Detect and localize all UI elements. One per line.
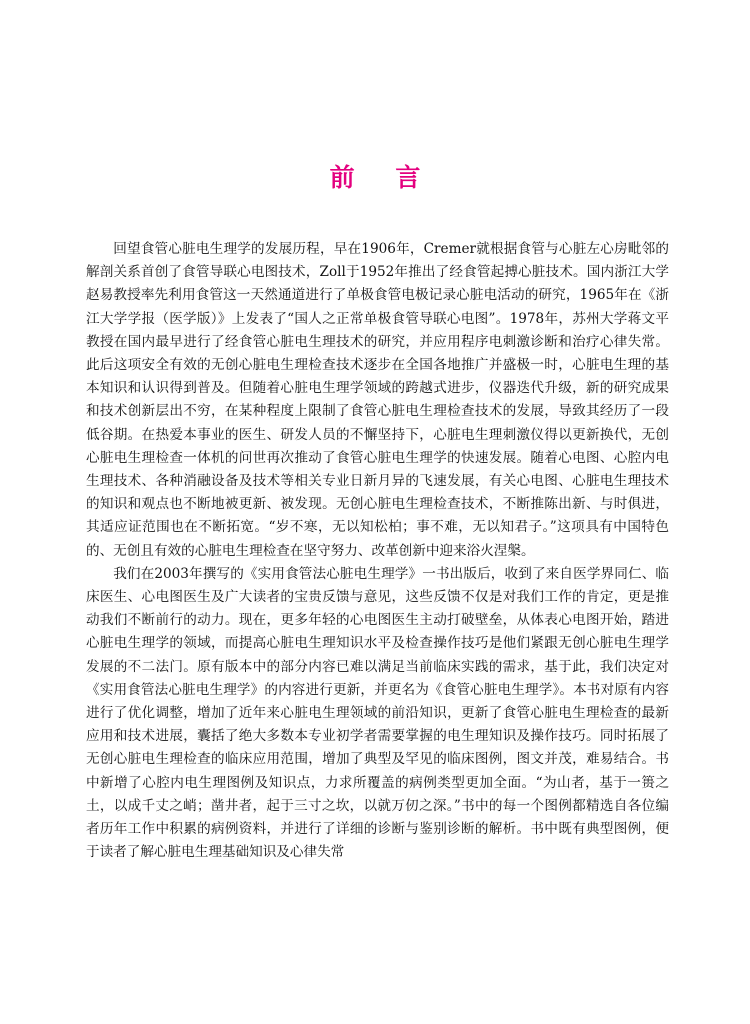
page-title: 前 言 (329, 162, 437, 192)
paragraph-history: 回望食管心脏电生理学的发展历程，早在1906年，Cremer就根据食管与心脏左心房毗邻的解剖关系首创了食管导联心电图技术，Zoll于1952年推出了经食管起搏心脏技术。国内浙江大学赵易教授率先利用食管这一天然通道进行了单极食管电极记录心脏电活动的研究，1965年在《浙江大学学报（医学版）》上发表了“国人之正常单极食管导联心电图”。1978年，苏州大学蒋文平教授在国内最早进行了经食管心脏电生理技术的研究，并应用程序电刺激诊断和治疗心律失常。此后这项安全有效的无创心脏电生理检查技术逐步在全国各地推广并盛极一时，心脏电生理的基本知识和认识得到普及。但随着心脏电生理学领域的跨越式进步，仪器迭代升级，新的研究成果和技术创新层出不穷，在某种程度上限制了食管心脏电生理检查技术的发展，导致其经历了一段低谷期。在热爱本事业的医生、研发人员的不懈坚持下，心脏电生理刺激仪得以更新换代，无创心脏电生理检查一体机的问世再次推动了食管心脏电生理学的快速发展。随着心电图、心腔内电生理技术、各种消融设备及技术等相关专业日新月异的飞速发展，有关心电图、心脏电生理技术的知识和观点也不断地被更新、被发现。无创心脏电生理检查技术，不断推陈出新、与时俱进，其适应证范围也在不断拓宽。“岁不寒，无以知松柏；事不难，无以知君子。”这项具有中国特色的、无创且有效的心脏电生理检查在坚守努力、改革创新中迎来浴火涅槃。 (86, 241, 669, 559)
paragraph-new-edition: 我们在2003年撰写的《实用食管法心脏电生理学》一书出版后，收到了来自医学界同仁、临床医生、心电图医生及广大读者的宝贵反馈与意见，这些反馈不仅是对我们工作的肯定，更是推动我们不断前行的动力。现在，更多年轻的心电图医生主动打破壁垒，从体表心电图开始，踏进心脏电生理学的领域，而提高心脏电生理知识水平及检查操作技巧是他们紧跟无创心脏电生理学发展的不二法门。原有版本中的部分内容已难以满足当前临床实践的需求，基于此，我们决定对《实用食管法心脏电生理学》的内容进行更新，并更名为《食管心脏电生理学》。本书对原有内容进行了优化调整，增加了近年来心脏电生理领域的前沿知识，更新了食管心脏电生理检查的最新应用和技术进展，囊括了绝大多数本专业初学者需要掌握的电生理知识及操作技巧。同时拓展了无创心脏电生理检查的临床应用范围，增加了典型及罕见的临床图例，图文并茂，难易结合。书中新增了心腔内电生理图例及知识点，力求所覆盖的病例类型更加全面。“为山者，基于一篑之土，以成千丈之峭；凿井者，起于三寸之坎，以就万仞之深。”书中的每一个图例都精选自各位编者历年工作中积累的病例资料，并进行了详细的诊断与鉴别诊断的解析。书中既有典型图例，便于读者了解心脏电生理基础知识及心律失常 (86, 565, 669, 861)
preface-body (86, 238, 669, 864)
